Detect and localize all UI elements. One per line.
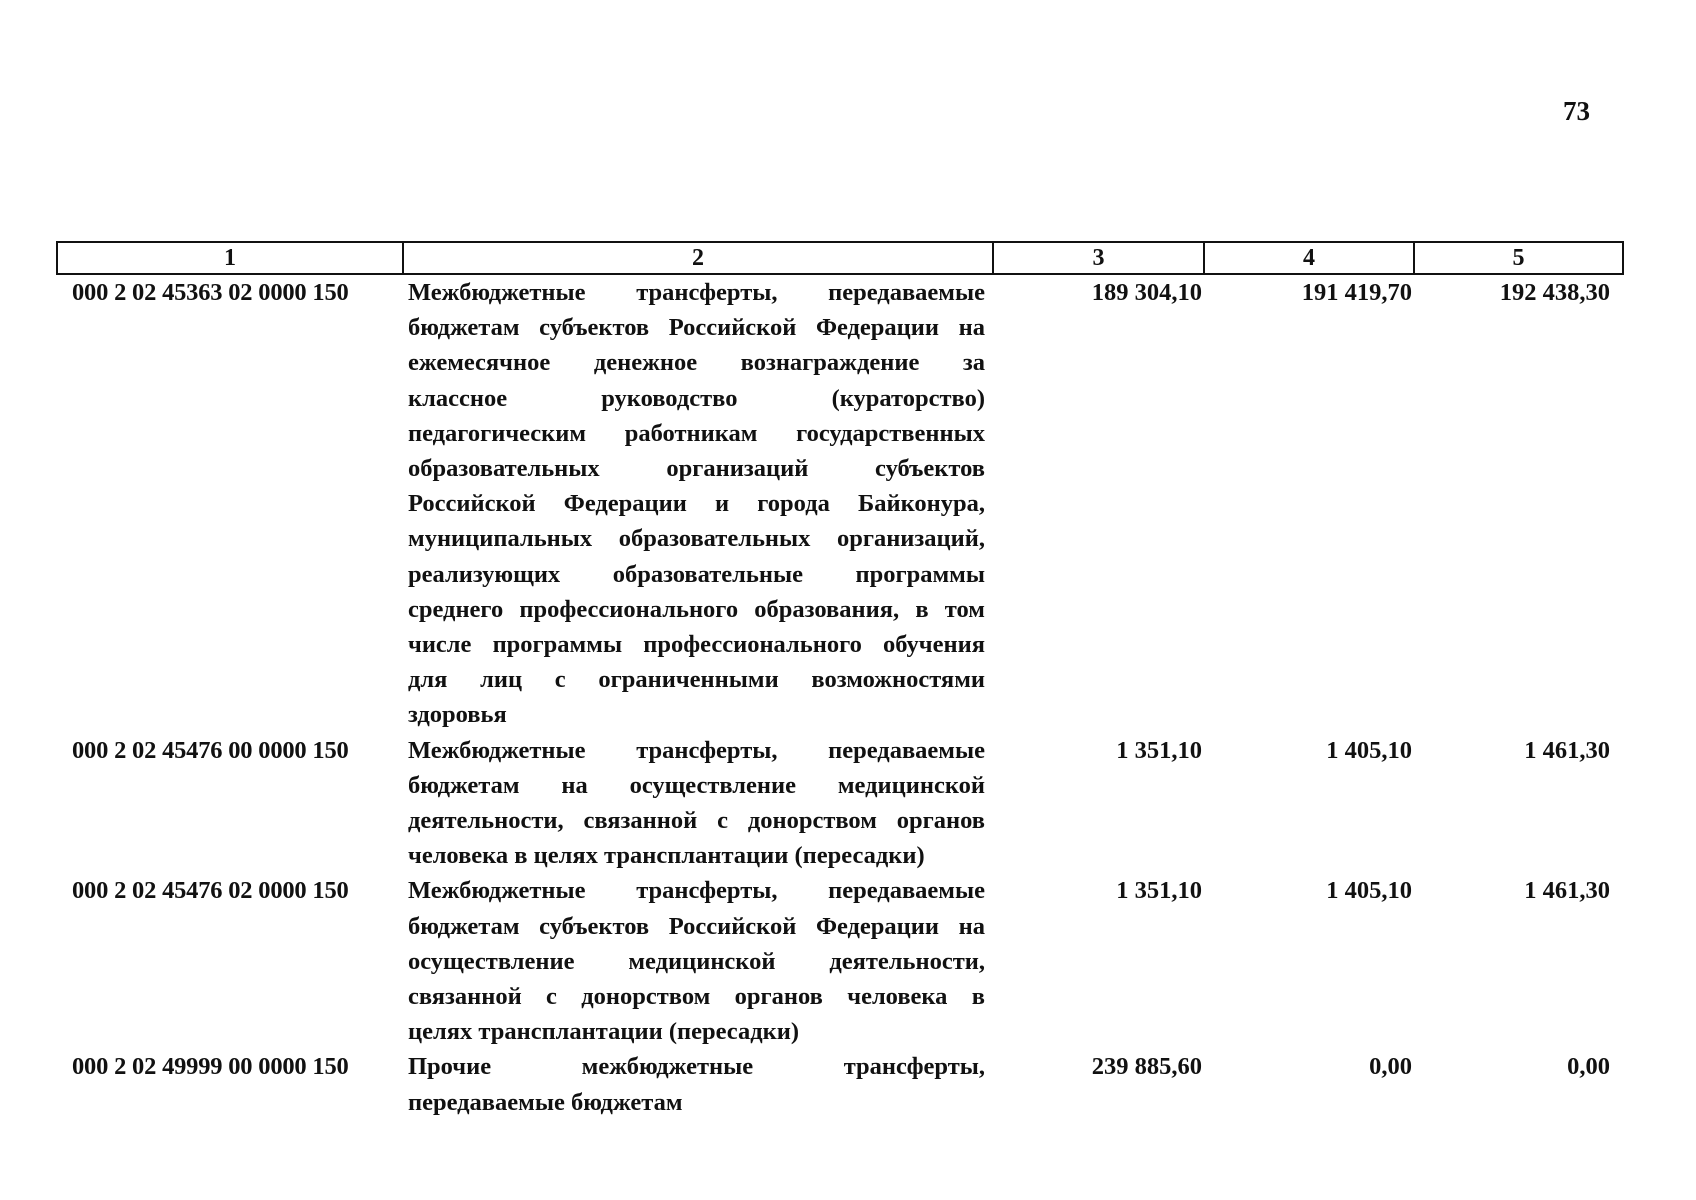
table-body xyxy=(57,274,1623,1120)
row-code: 000 2 02 49999 00 0000 150 xyxy=(72,1053,349,1081)
row-value-col-3: 1 351,10 xyxy=(1116,877,1202,905)
table-row xyxy=(57,274,1623,733)
row-description-line: бюджетам на осуществление медицинской xyxy=(408,771,985,799)
table-row xyxy=(57,733,1623,874)
row-description-line: Межбюджетные трансферты, передаваемые xyxy=(408,736,985,764)
table-row xyxy=(57,873,1623,1049)
row-description-line: бюджетам субъектов Российской Федерации на xyxy=(408,912,985,940)
row-value-col-4: 1 405,10 xyxy=(1326,877,1412,905)
row-description-line: Прочие межбюджетные трансферты, xyxy=(408,1053,985,1081)
row-value-col-3: 1 351,10 xyxy=(1116,736,1202,764)
row-description-line: Российской Федерации и города Байконура, xyxy=(408,490,985,518)
row-code: 000 2 02 45363 02 0000 150 xyxy=(72,279,349,306)
row-description-line: человека в целях трансплантации (пересадки) xyxy=(408,842,925,870)
row-description-line: педагогическим работникам государственных xyxy=(408,419,985,447)
row-description-line: Межбюджетные трансферты, передаваемые xyxy=(408,877,985,905)
row-description-line: целях трансплантации (пересадки) xyxy=(408,1018,800,1046)
row-description xyxy=(403,1049,993,1119)
row-code: 000 2 02 45476 00 0000 150 xyxy=(72,736,349,764)
row-value-col-4: 0,00 xyxy=(1369,1053,1412,1081)
row-value-col-3: 189 304,10 xyxy=(1091,279,1202,306)
row-value-col-5: 1 461,30 xyxy=(1524,736,1610,764)
table-row xyxy=(57,1049,1623,1119)
page-number: 73 xyxy=(1563,96,1590,126)
row-description-line: классное руководство (кураторство) xyxy=(408,384,985,412)
row-value-col-5: 0,00 xyxy=(1567,1053,1610,1081)
column-header-5: 5 xyxy=(1414,242,1623,274)
row-description-line: передаваемые бюджетам xyxy=(408,1088,683,1116)
budget-table xyxy=(56,241,1624,1120)
row-description-line: образовательных организаций субъектов xyxy=(408,455,985,483)
row-description-line: ежемесячное денежное вознаграждение за xyxy=(408,349,985,377)
column-header-3: 3 xyxy=(993,242,1204,274)
row-description-line: муниципальных образовательных организаций, xyxy=(408,525,985,553)
row-description-line: бюджетам субъектов Российской Федерации на xyxy=(408,314,985,342)
row-value-col-4: 191 419,70 xyxy=(1301,279,1412,306)
row-value-col-4: 1 405,10 xyxy=(1326,736,1412,764)
row-description xyxy=(403,873,993,1049)
row-value-col-5: 192 438,30 xyxy=(1499,279,1610,306)
row-description-line: Межбюджетные трансферты, передаваемые xyxy=(408,279,985,306)
header-row xyxy=(57,242,1623,274)
row-value-col-3: 239 885,60 xyxy=(1091,1053,1202,1081)
row-description-line: реализующих образовательные программы xyxy=(408,560,985,588)
column-header-4: 4 xyxy=(1204,242,1414,274)
column-header-1: 1 xyxy=(57,242,403,274)
row-description-line: числе программы профессионального обучения xyxy=(408,631,985,659)
row-description-line: деятельности, связанной с донорством органов xyxy=(408,807,985,835)
row-description xyxy=(403,274,993,733)
row-description xyxy=(403,733,993,874)
row-description-line: здоровья xyxy=(408,701,507,729)
column-header-2: 2 xyxy=(403,242,993,274)
row-description-line: для лиц с ограниченными возможностями xyxy=(408,666,985,694)
table-header xyxy=(57,242,1623,274)
row-description-line: осуществление медицинской деятельности, xyxy=(408,947,985,975)
row-value-col-5: 1 461,30 xyxy=(1524,877,1610,905)
row-description-line: среднего профессионального образования, в том xyxy=(408,595,985,623)
row-description-line: связанной с донорством органов человека в xyxy=(408,983,985,1011)
row-code: 000 2 02 45476 02 0000 150 xyxy=(72,877,349,905)
